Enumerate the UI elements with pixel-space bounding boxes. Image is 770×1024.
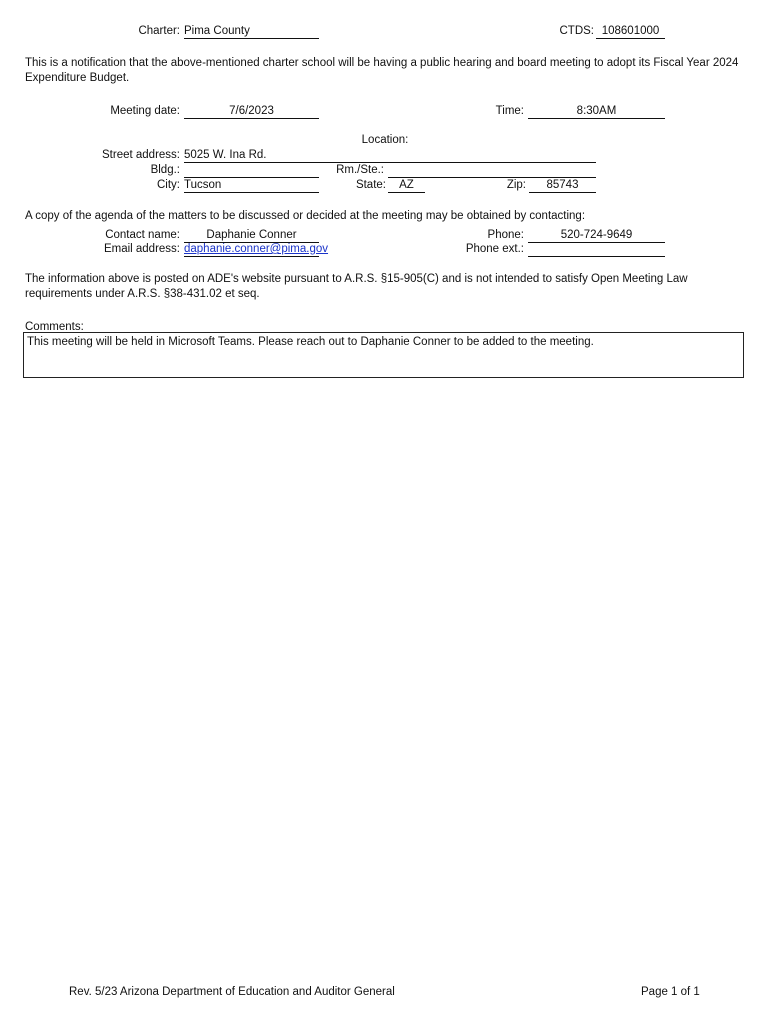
- contact-name-field[interactable]: Daphanie Conner: [184, 228, 319, 243]
- meeting-date-field[interactable]: 7/6/2023: [184, 104, 319, 119]
- charter-field[interactable]: Pima County: [184, 24, 319, 39]
- intro-paragraph: This is a notification that the above-mentioned charter school will be having a public hearing and board meeting to adopt its Fiscal Year 2024 Expenditure Budget.: [25, 57, 739, 84]
- email-label: Email address:: [103, 243, 180, 255]
- phone-ext-label: Phone ext.:: [465, 243, 524, 255]
- meeting-date-label: Meeting date:: [110, 105, 180, 117]
- zip-field[interactable]: 85743: [529, 178, 596, 193]
- zip-label: Zip:: [506, 179, 526, 191]
- rm-ste-field[interactable]: [388, 163, 596, 178]
- email-link[interactable]: daphanie.conner@pima.gov: [184, 243, 329, 255]
- meeting-time-label: Time:: [495, 105, 524, 117]
- meeting-time-field[interactable]: 8:30AM: [528, 104, 665, 119]
- street-address-label: Street address:: [102, 149, 180, 161]
- ctds-label: CTDS:: [559, 25, 594, 37]
- phone-field[interactable]: 520-724-9649: [528, 228, 665, 243]
- email-field[interactable]: [184, 242, 329, 257]
- contact-name-label: Contact name:: [105, 229, 180, 241]
- city-label: City:: [157, 179, 180, 191]
- charter-label: Charter:: [138, 25, 180, 37]
- footer-page-number: Page 1 of 1: [641, 986, 700, 998]
- comments-box[interactable]: [23, 332, 744, 378]
- state-field[interactable]: AZ: [388, 178, 425, 193]
- comments-text: This meeting will be held in Microsoft Teams. Please reach out to Daphanie Conner to be added to the meeting.: [27, 336, 594, 348]
- phone-ext-field[interactable]: [528, 242, 665, 257]
- street-address-field[interactable]: 5025 W. Ina Rd.: [184, 148, 596, 163]
- comments-label: Comments:: [25, 321, 84, 333]
- bldg-label: Bldg.:: [150, 164, 180, 176]
- ctds-field[interactable]: 108601000: [596, 24, 665, 39]
- location-heading: Location:: [361, 134, 409, 146]
- rm-ste-label: Rm./Ste.:: [336, 164, 384, 176]
- law-paragraph: The information above is posted on ADE's website pursuant to A.R.S. §15-905(C) and is not intended to satisfy Open Meeting Law requirements under A.R.S. §38-431.02 et seq.: [25, 273, 688, 300]
- footer-revision: Rev. 5/23 Arizona Department of Education and Auditor General: [69, 986, 395, 998]
- phone-label: Phone:: [487, 229, 524, 241]
- bldg-field[interactable]: [184, 163, 319, 178]
- agenda-paragraph: A copy of the agenda of the matters to be discussed or decided at the meeting may be obtained by contacting:: [25, 210, 586, 222]
- state-label: State:: [355, 179, 386, 191]
- city-field[interactable]: Tucson: [184, 178, 319, 193]
